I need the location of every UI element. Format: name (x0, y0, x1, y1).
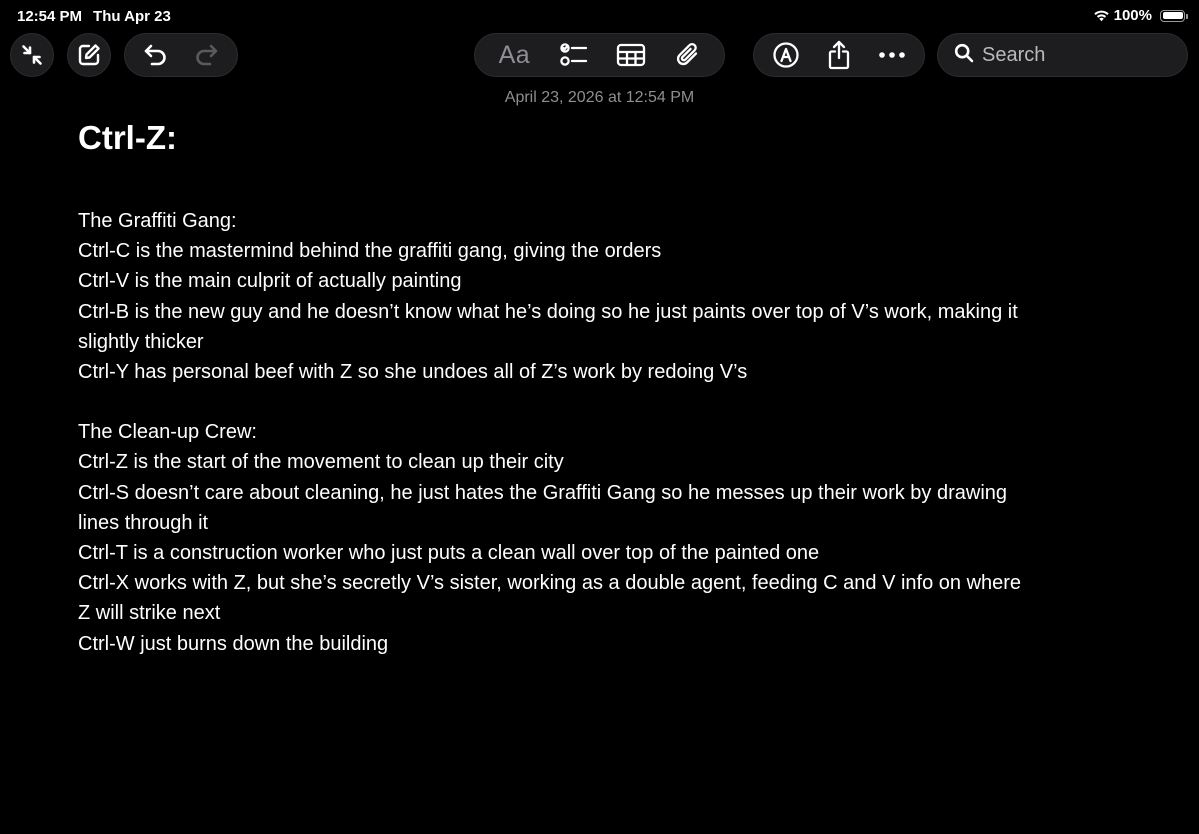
actions-button-group (753, 33, 925, 77)
format-label: Aa (498, 40, 531, 69)
more-ellipsis-icon (878, 51, 906, 59)
compose-icon (76, 33, 102, 77)
search-icon (954, 43, 974, 68)
text-format-button[interactable] (489, 33, 539, 77)
undo-button[interactable] (134, 33, 178, 77)
section-heading: The Graffiti Gang: (78, 210, 237, 232)
history-button-group (124, 33, 238, 77)
share-icon (826, 40, 852, 70)
wifi-icon (1093, 9, 1110, 22)
search-bar (937, 33, 1188, 77)
section-heading: The Clean-up Crew: (78, 421, 257, 444)
collapse-arrows-icon (20, 33, 44, 77)
collapse-view-button[interactable] (10, 33, 54, 77)
note-line: Ctrl-B is the new guy and he doesn’t know what he’s doing so he just paints over top of V’s work, making it slightly thicker (78, 300, 1018, 353)
note-line: Ctrl-W just burns down the building (78, 632, 389, 655)
note-line: Ctrl-Z is the start of the movement to clean up their city (78, 451, 564, 474)
more-options-button[interactable] (870, 33, 914, 77)
search-input[interactable] (974, 40, 1199, 70)
redo-icon (192, 42, 220, 68)
paperclip-icon (674, 41, 702, 69)
attachment-button[interactable] (666, 33, 710, 77)
note-line: Ctrl-X works with Z, but she’s secretly V’s sister, working as a double agent, feeding C and V info on where Z will strike next (78, 572, 1022, 625)
status-date: Thu Apr 23 (93, 8, 171, 25)
undo-icon (142, 42, 170, 68)
checklist-button[interactable] (552, 33, 596, 77)
formatting-button-group (474, 33, 725, 77)
battery-icon (1160, 10, 1185, 22)
table-icon (616, 43, 646, 67)
markup-button[interactable] (764, 33, 808, 77)
note-line: Ctrl-C is the mastermind behind the graffiti gang, giving the orders (78, 240, 662, 263)
battery-cap (1186, 14, 1188, 19)
note-section-clean-up-crew (78, 417, 1038, 659)
note-editor[interactable] (78, 118, 1038, 659)
redo-button[interactable] (184, 33, 228, 77)
battery-percentage: 100% (1113, 7, 1152, 24)
note-line: Ctrl-Y has personal beef with Z so she undoes all of Z’s work by redoing V’s (78, 361, 748, 384)
compose-note-button[interactable] (67, 33, 111, 77)
battery-level-fill (1163, 12, 1183, 19)
status-bar (0, 0, 1199, 32)
note-line: Ctrl-V is the main culprit of actually painting (78, 270, 462, 293)
markup-pen-icon (772, 41, 800, 69)
table-button[interactable] (609, 33, 653, 77)
share-button[interactable] (817, 33, 861, 77)
note-line: Ctrl-S doesn’t care about cleaning, he just hates the Graffiti Gang so he messes up their work by drawing lines through it (78, 481, 1008, 534)
note-date: April 23, 2026 at 12:54 PM (504, 89, 695, 106)
checklist-icon (559, 42, 589, 68)
note-title: Ctrl-Z: (78, 119, 177, 156)
status-time: 12:54 PM (17, 8, 83, 25)
note-section-graffiti-gang (78, 206, 1038, 387)
note-line: Ctrl-T is a construction worker who just puts a clean wall over top of the painted one (78, 542, 820, 565)
